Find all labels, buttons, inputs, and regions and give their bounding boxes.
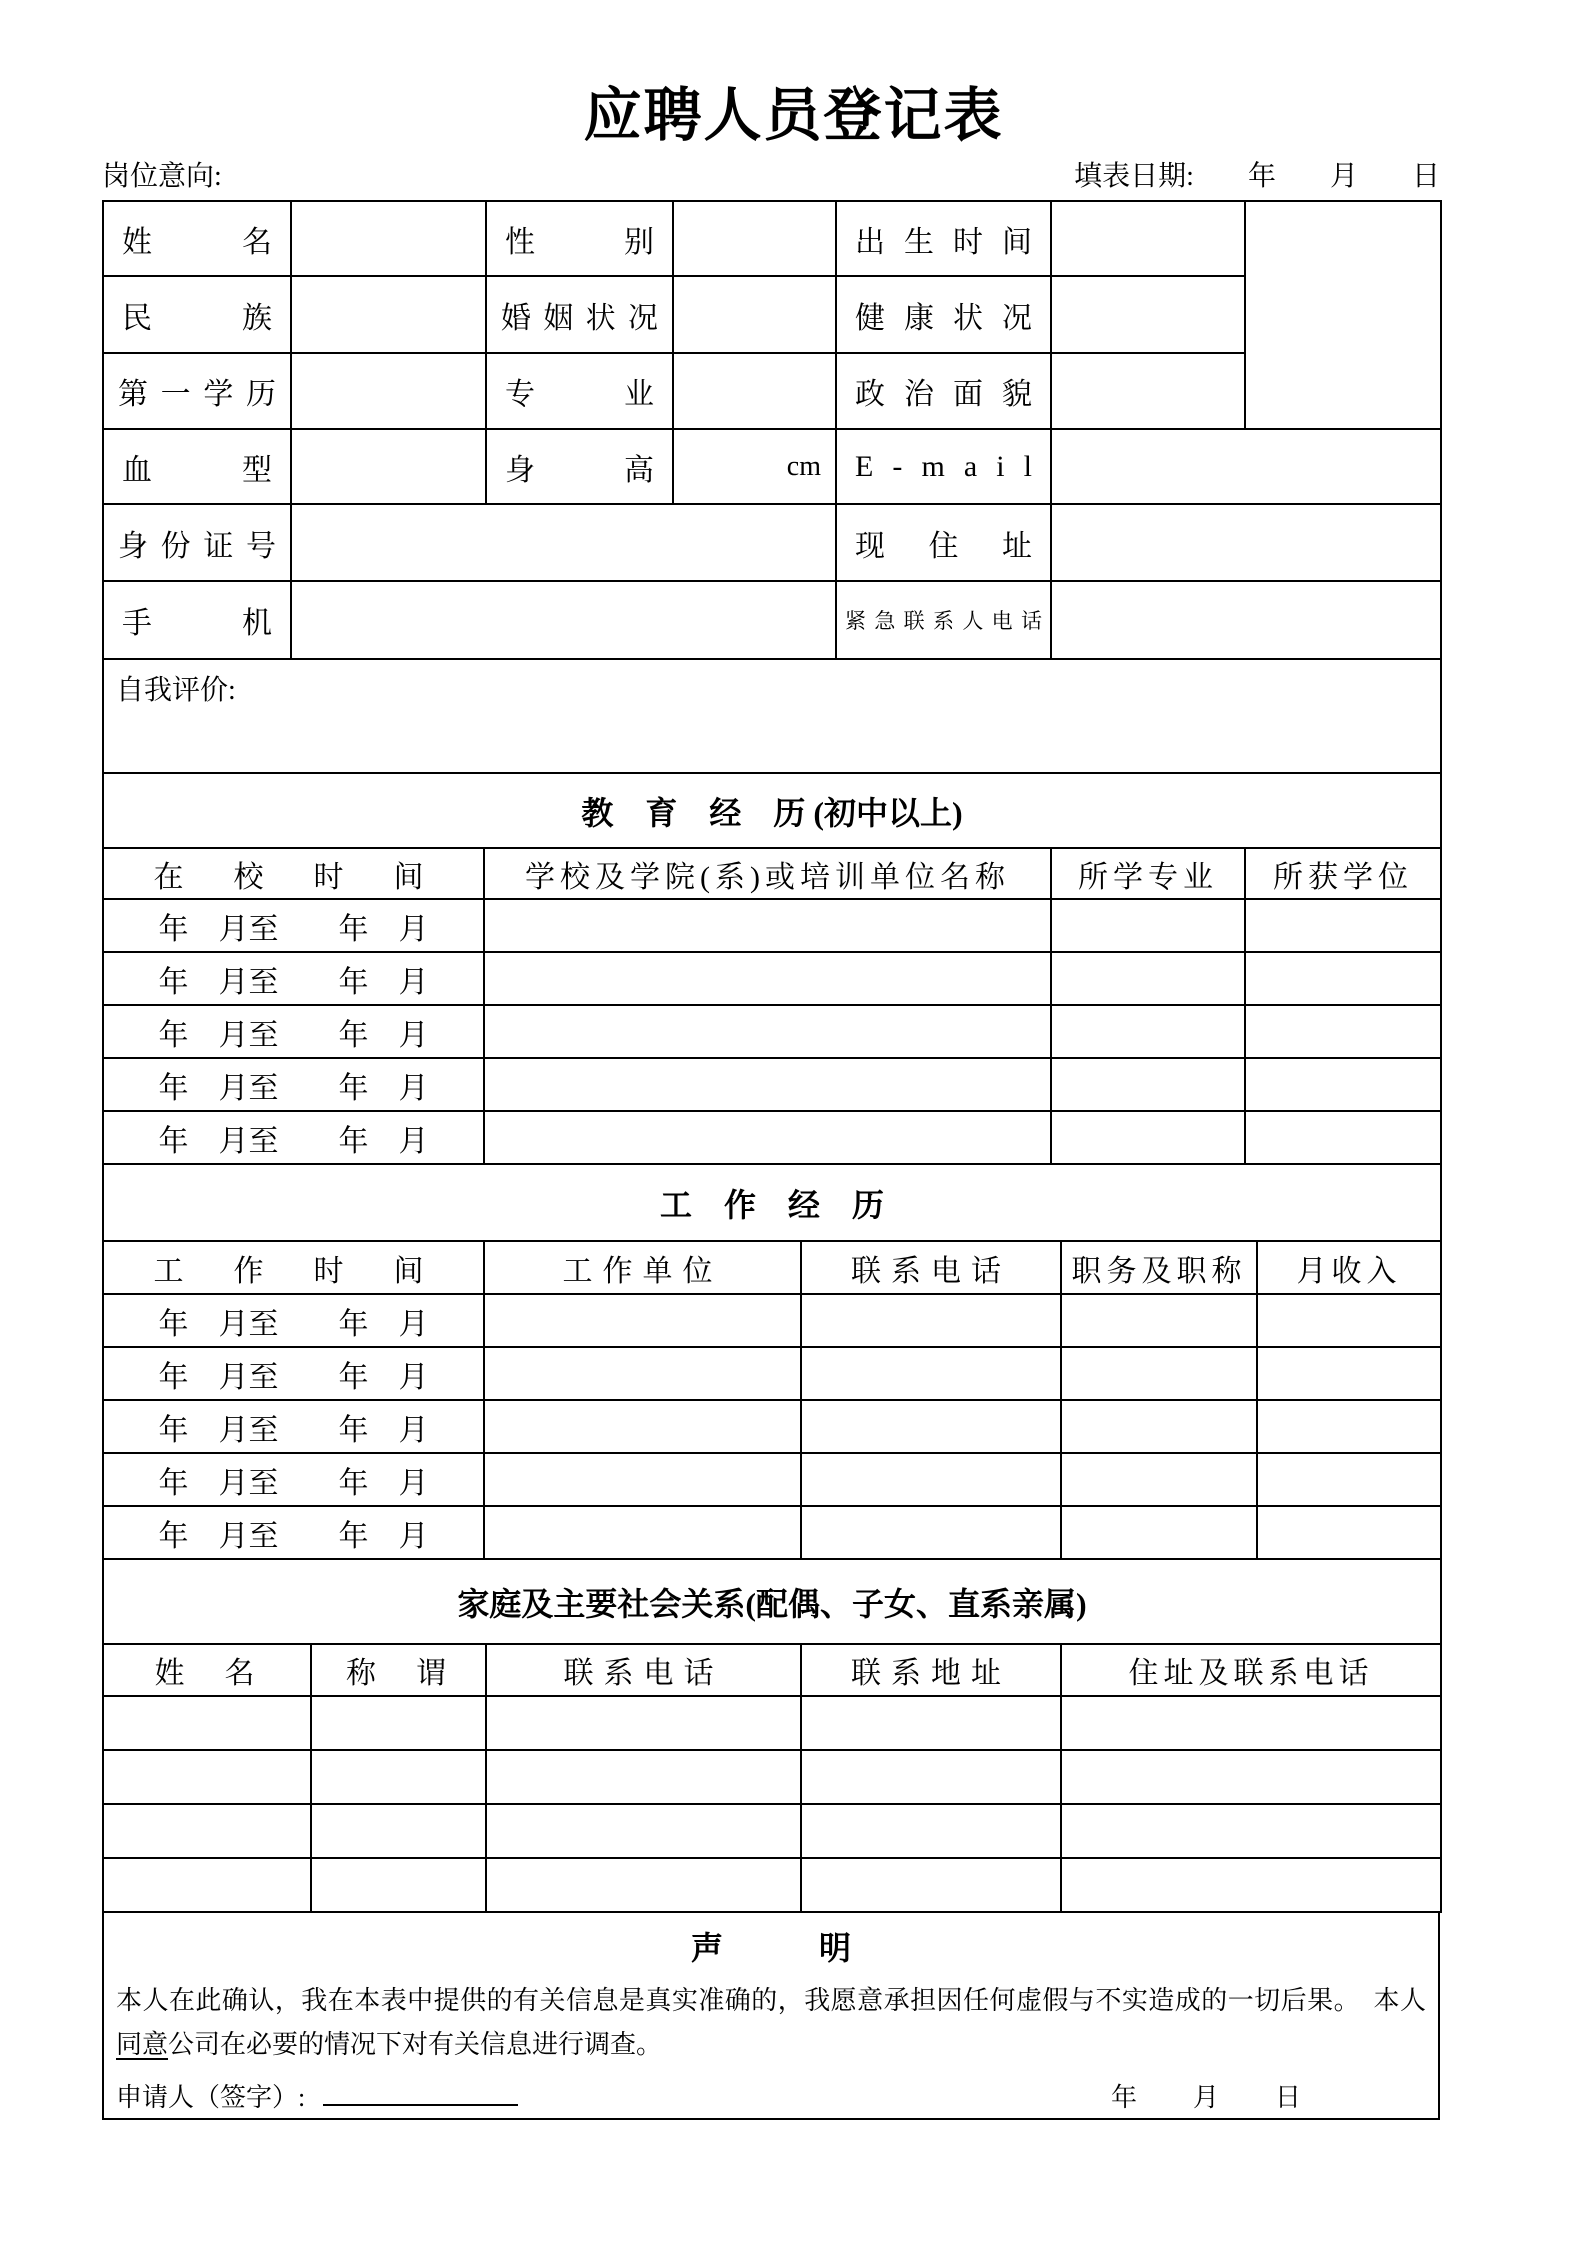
major-field[interactable] (673, 353, 836, 429)
family-addr-phone-field[interactable] (1061, 1696, 1441, 1750)
fill-date-year: 年 (1247, 161, 1276, 192)
form-body (102, 200, 1440, 2120)
edu-school-field[interactable] (484, 1005, 1051, 1058)
emergency-phone-field[interactable] (1051, 581, 1441, 659)
family-relation-field[interactable] (311, 1804, 486, 1858)
name-label: 姓名 (103, 201, 291, 276)
first-degree-label: 第一学历 (103, 353, 291, 429)
fill-date-group (1074, 154, 1440, 194)
edu-header-degree: 所获学位 (1245, 848, 1441, 899)
height-field[interactable]: cm (673, 429, 836, 504)
edu-period-cell[interactable]: 年 月至 年 月 (103, 952, 484, 1005)
work-header-position: 职务及职称 (1061, 1241, 1257, 1294)
work-income-field[interactable] (1257, 1506, 1441, 1559)
personal-info-table (102, 200, 1442, 774)
work-income-field[interactable] (1257, 1400, 1441, 1453)
edu-school-field[interactable] (484, 899, 1051, 952)
edu-major-field[interactable] (1051, 1058, 1245, 1111)
self-evaluation-cell[interactable]: 自我评价: (103, 659, 1441, 773)
height-label: 身高 (486, 429, 673, 504)
edu-period-cell[interactable]: 年 月至 年 月 (103, 1058, 484, 1111)
signature-group (116, 2077, 518, 2114)
birth-date-field[interactable] (1051, 201, 1245, 276)
position-intention-label: 岗位意向: (102, 161, 222, 192)
health-status-field[interactable] (1051, 276, 1245, 353)
edu-header-major: 所学专业 (1051, 848, 1245, 899)
family-name-field[interactable] (103, 1858, 311, 1912)
political-status-label: 政治面貌 (836, 353, 1051, 429)
family-relation-field[interactable] (311, 1750, 486, 1804)
work-income-field[interactable] (1257, 1347, 1441, 1400)
declaration-date-year: 年 (1110, 2083, 1137, 2112)
declaration-date-group (1111, 2077, 1301, 2114)
work-period-cell[interactable]: 年 月至 年 月 (103, 1400, 484, 1453)
gender-field[interactable] (673, 201, 836, 276)
family-address-field[interactable] (801, 1696, 1061, 1750)
edu-header-school: 学校及学院(系)或培训单位名称 (484, 848, 1051, 899)
edu-degree-field[interactable] (1245, 1058, 1441, 1111)
marital-status-label: 婚姻状况 (486, 276, 673, 353)
ethnicity-label: 民族 (103, 276, 291, 353)
edu-school-field[interactable] (484, 952, 1051, 1005)
family-phone-field[interactable] (486, 1750, 801, 1804)
edu-degree-field[interactable] (1245, 1005, 1441, 1058)
edu-header-period: 在 校 时 间 (103, 848, 484, 899)
political-status-field[interactable] (1051, 353, 1245, 429)
edu-major-field[interactable] (1051, 1005, 1245, 1058)
family-addr-phone-field[interactable] (1061, 1750, 1441, 1804)
family-table (102, 1558, 1442, 1913)
family-address-field[interactable] (801, 1858, 1061, 1912)
current-address-field[interactable] (1051, 504, 1441, 581)
marital-status-field[interactable] (673, 276, 836, 353)
family-address-field[interactable] (801, 1750, 1061, 1804)
blood-type-label: 血型 (103, 429, 291, 504)
first-degree-field[interactable] (291, 353, 486, 429)
birth-date-label: 出生时间 (836, 201, 1051, 276)
fill-date-label: 填表日期: (1074, 161, 1194, 192)
work-position-field[interactable] (1061, 1400, 1257, 1453)
id-number-label: 身份证号 (103, 504, 291, 581)
major-label: 专业 (486, 353, 673, 429)
family-addr-phone-field[interactable] (1061, 1858, 1441, 1912)
work-phone-field[interactable] (801, 1347, 1061, 1400)
work-header-phone: 联系电话 (801, 1241, 1061, 1294)
declaration-body (116, 1979, 1426, 2067)
id-number-field[interactable] (291, 504, 836, 581)
fill-date-day: 日 (1411, 161, 1440, 192)
email-field[interactable] (1051, 429, 1441, 504)
work-period-cell[interactable]: 年 月至 年 月 (103, 1294, 484, 1347)
mobile-label: 手机 (103, 581, 291, 659)
edu-degree-field[interactable] (1245, 1111, 1441, 1164)
family-name-field[interactable] (103, 1696, 311, 1750)
work-position-field[interactable] (1061, 1294, 1257, 1347)
work-income-field[interactable] (1257, 1294, 1441, 1347)
work-section-title: 工 作 经 历 (103, 1164, 1441, 1241)
work-income-field[interactable] (1257, 1453, 1441, 1506)
family-addr-phone-field[interactable] (1061, 1804, 1441, 1858)
family-header-addr-phone: 住址及联系电话 (1061, 1644, 1441, 1696)
ethnicity-field[interactable] (291, 276, 486, 353)
work-experience-table (102, 1163, 1442, 1560)
work-period-cell[interactable]: 年 月至 年 月 (103, 1347, 484, 1400)
page-title: 应聘人员登记表 (583, 83, 1004, 148)
name-field[interactable] (291, 201, 486, 276)
gender-label: 性别 (486, 201, 673, 276)
family-section-title: 家庭及主要社会关系(配偶、子女、直系亲属) (103, 1559, 1441, 1644)
declaration-text-after: 公司在必要的情况下对有关信息进行调查。 (168, 2030, 663, 2059)
declaration-text-underlined: 同意 (116, 2030, 169, 2059)
family-name-field[interactable] (103, 1750, 311, 1804)
edu-major-field[interactable] (1051, 899, 1245, 952)
family-header-name: 姓 名 (103, 1644, 311, 1696)
edu-period-cell[interactable]: 年 月至 年 月 (103, 1111, 484, 1164)
family-header-phone: 联系电话 (486, 1644, 801, 1696)
work-phone-field[interactable] (801, 1506, 1061, 1559)
work-phone-field[interactable] (801, 1400, 1061, 1453)
family-address-field[interactable] (801, 1804, 1061, 1858)
work-header-period: 工 作 时 间 (103, 1241, 484, 1294)
fill-date-month: 月 (1329, 161, 1358, 192)
family-phone-field[interactable] (486, 1858, 801, 1912)
declaration-title: 声 明 (690, 1930, 851, 1966)
work-company-field[interactable] (484, 1506, 801, 1559)
edu-degree-field[interactable] (1245, 899, 1441, 952)
work-period-cell[interactable]: 年 月至 年 月 (103, 1506, 484, 1559)
work-phone-field[interactable] (801, 1294, 1061, 1347)
work-company-field[interactable] (484, 1294, 801, 1347)
work-company-field[interactable] (484, 1347, 801, 1400)
family-header-address: 联系地址 (801, 1644, 1061, 1696)
work-company-field[interactable] (484, 1400, 801, 1453)
family-phone-field[interactable] (486, 1804, 801, 1858)
family-relation-field[interactable] (311, 1696, 486, 1750)
edu-major-field[interactable] (1051, 952, 1245, 1005)
emergency-phone-label: 紧急联系人电话 (836, 581, 1051, 659)
declaration-text-before: 本人在此确认，我在本表中提供的有关信息是真实准确的，我愿意承担因任何虚假与不实造成的一切后果。 本人 (116, 1986, 1426, 2015)
signature-label: 申请人（签字）: (116, 2083, 306, 2112)
family-header-relation: 称 谓 (311, 1644, 486, 1696)
declaration-section (102, 1911, 1440, 2120)
health-status-label: 健康状况 (836, 276, 1051, 353)
declaration-date-day: 日 (1274, 2083, 1301, 2112)
mobile-field[interactable] (291, 581, 836, 659)
education-section-title: 教 育 经 历 (初中以上) (103, 773, 1441, 848)
education-table (102, 772, 1442, 1165)
work-phone-field[interactable] (801, 1453, 1061, 1506)
family-phone-field[interactable] (486, 1696, 801, 1750)
photo-cell[interactable] (1245, 201, 1441, 429)
family-name-field[interactable] (103, 1804, 311, 1858)
work-company-field[interactable] (484, 1453, 801, 1506)
form-meta-row (102, 152, 1440, 194)
signature-line[interactable] (323, 2082, 518, 2106)
signature-row (116, 2077, 1426, 2114)
edu-period-cell[interactable]: 年 月至 年 月 (103, 1005, 484, 1058)
edu-school-field[interactable] (484, 1111, 1051, 1164)
current-address-label: 现住址 (836, 504, 1051, 581)
edu-degree-field[interactable] (1245, 952, 1441, 1005)
blood-type-field[interactable] (291, 429, 486, 504)
work-position-field[interactable] (1061, 1453, 1257, 1506)
work-position-field[interactable] (1061, 1347, 1257, 1400)
edu-school-field[interactable] (484, 1058, 1051, 1111)
work-position-field[interactable] (1061, 1506, 1257, 1559)
edu-major-field[interactable] (1051, 1111, 1245, 1164)
work-header-income: 月收入 (1257, 1241, 1441, 1294)
declaration-date-month: 月 (1192, 2083, 1219, 2112)
work-period-cell[interactable]: 年 月至 年 月 (103, 1453, 484, 1506)
email-label: E - m a i l (836, 429, 1051, 504)
family-relation-field[interactable] (311, 1858, 486, 1912)
edu-period-cell[interactable]: 年 月至 年 月 (103, 899, 484, 952)
work-header-company: 工作单位 (484, 1241, 801, 1294)
